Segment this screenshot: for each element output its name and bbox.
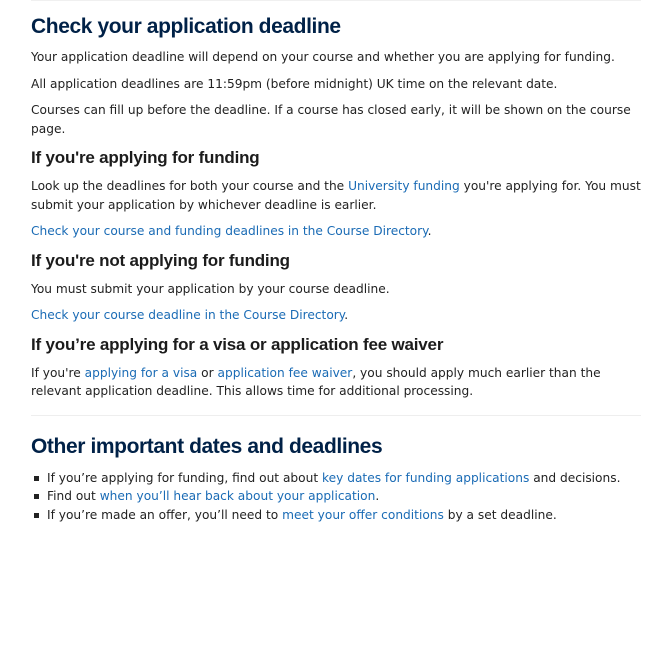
funding-heading: If you're applying for funding — [31, 148, 260, 167]
course-deadline-link[interactable]: Check your course deadline in the Course Directory — [31, 308, 345, 322]
deadline-closing-note: Courses can fill up before the deadline. If a course has closed early, it will be shown on the course page. — [31, 103, 631, 136]
list-item-text: If you’re applying for funding, find out about — [47, 470, 322, 485]
no-funding-heading: If you're not applying for funding — [31, 250, 290, 270]
visa-text-3: , you should apply much earlier than the relevant application deadline. This allows time for additional processing. — [31, 365, 601, 398]
deadline-heading: Check your application deadline — [31, 15, 341, 38]
no-funding-link-paragraph — [31, 306, 641, 325]
other-dates-heading: Other important dates and deadlines — [31, 434, 383, 458]
list-item-text: If you’re made an offer, you’ll need to — [47, 507, 283, 522]
university-funding-link[interactable]: University funding — [348, 179, 460, 193]
offer-conditions-link[interactable]: meet your offer conditions — [282, 507, 444, 522]
visa-text-2: or — [197, 365, 218, 380]
fee-waiver-link[interactable]: application fee waiver — [217, 365, 353, 380]
funding-text — [31, 177, 641, 214]
list-item-text: . — [375, 489, 380, 503]
other-dates-list — [31, 469, 641, 525]
list-item-text: by a set deadline. — [443, 507, 557, 522]
visa-heading: If you’re applying for a visa or application fee waiver — [31, 334, 444, 354]
visa-link[interactable]: applying for a visa — [84, 365, 198, 380]
list-item-text: and decisions. — [529, 470, 621, 485]
main-content — [31, 0, 641, 524]
list-item — [31, 487, 641, 506]
list-item — [31, 506, 641, 525]
course-funding-deadlines-link[interactable]: Check your course and funding deadlines in the Course Directory — [31, 224, 428, 238]
funding-text-before: Look up the deadlines for both your course and the — [31, 179, 349, 193]
list-item — [31, 469, 641, 488]
deadline-time-note: All application deadlines are 11:59pm (before midnight) UK time on the relevant date. — [31, 76, 558, 91]
funding-text-after: you're applying for. You must submit your application by whichever deadline is earlier. — [31, 179, 641, 212]
funding-link-tail: . — [427, 224, 432, 238]
funding-key-dates-link[interactable]: key dates for funding applications — [322, 470, 530, 485]
visa-text — [31, 364, 641, 401]
section-divider — [31, 415, 641, 416]
list-item-text: Find out — [47, 489, 100, 503]
no-funding-link-tail: . — [344, 308, 349, 322]
hear-back-link[interactable]: when you’ll hear back about your application — [99, 489, 376, 503]
deadline-intro: Your application deadline will depend on your course and whether you are applying for funding. — [31, 50, 615, 64]
no-funding-text: You must submit your application by your course deadline. — [31, 281, 390, 296]
visa-text-1: If you're — [31, 365, 85, 380]
funding-link-paragraph — [31, 222, 641, 241]
